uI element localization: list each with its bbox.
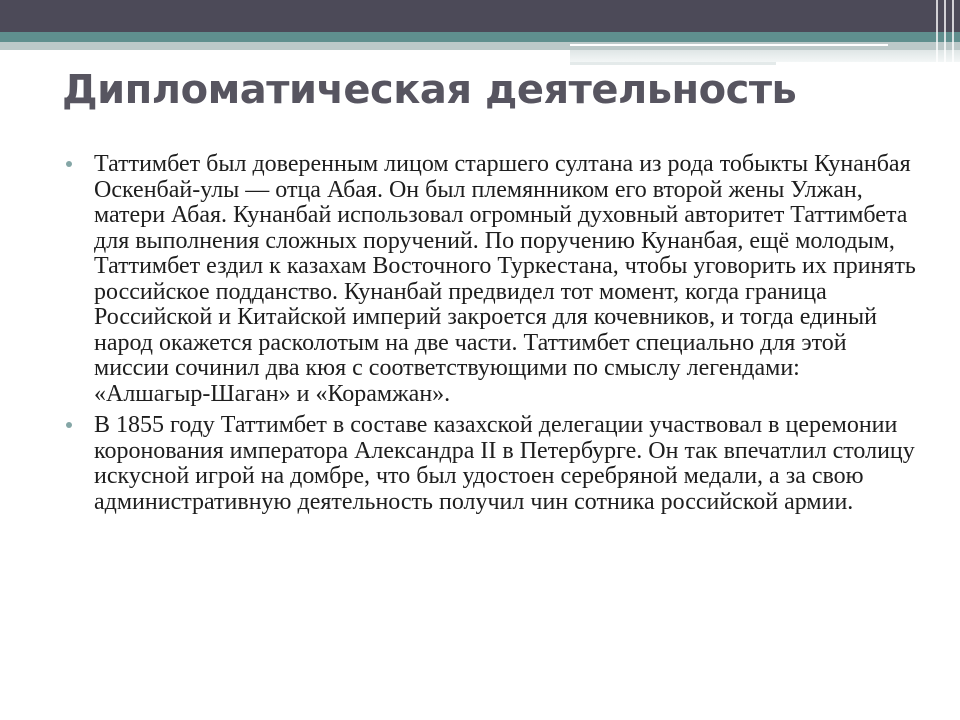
bullet-text-2: В 1855 году Таттимбет в составе казахской делегации участвовал в церемонии коронования императора Александра II в Петербурге. Он так впечатлил столицу искусной игрой на домбре, что был удостоен серебряной медали, а за свою административную деятельность получил чин сотника российской армии. — [94, 412, 915, 515]
bullet-dot-icon — [66, 161, 72, 167]
bullet-item-2 — [66, 413, 916, 515]
header-accent-strip — [570, 50, 960, 62]
header-dark-band — [0, 0, 960, 32]
bullet-dot-icon — [66, 422, 72, 428]
slide-title: Дипломатическая деятельность — [62, 67, 797, 113]
bullet-item-1 — [66, 152, 916, 407]
bullet-text-1: Таттимбет был доверенным лицом старшего султана из рода тобыкты Кунанбая Оскенбай-улы — отца Абая. Он был племянником его второй жены Улжан, матери Абая. Кунанбай использовал огромный духовный авторитет Таттимбета для выполнения сложных поручений. По поручению Кунанбая, ещё молодым, Таттимбет ездил к казахам Восточного Туркестана, чтобы уговорить их принять российское подданство. Кунанбай предвидел тот момент, когда граница Российской и Китайской империй закроется для кочевников, и тогда единый народ окажется расколотым на две части. Таттимбет специально для этой миссии сочинил два кюя с соответствующими по смыслу легендами: «Алшагыр-Шаган» и «Корамжан». — [94, 151, 916, 407]
header-accent-line — [570, 44, 888, 46]
slide-bullet-list — [66, 152, 916, 521]
header-right-stripes — [932, 0, 960, 66]
header-teal-band — [0, 32, 960, 42]
